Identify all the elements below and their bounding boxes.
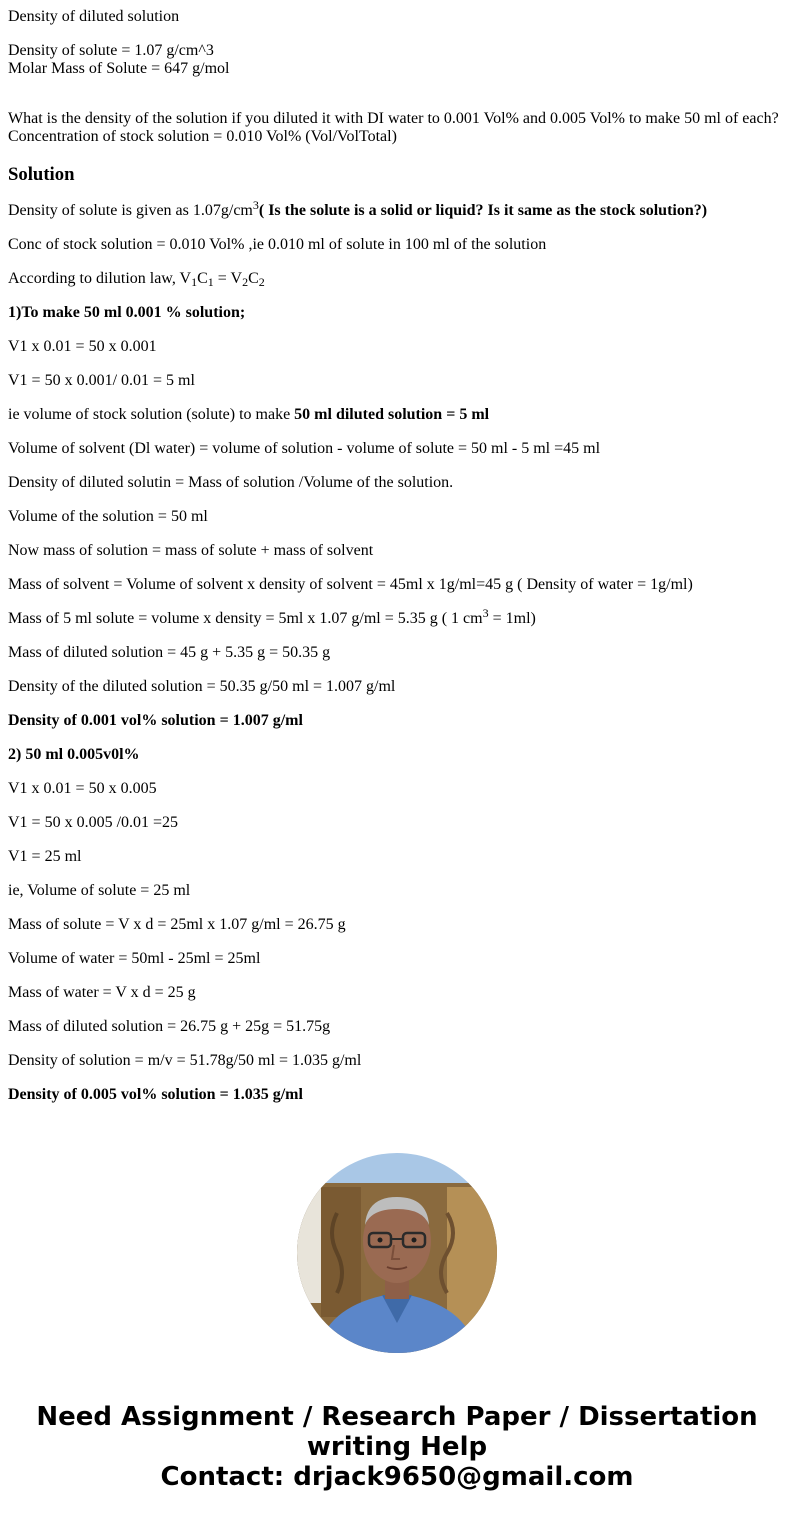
- part2-line: Mass of diluted solution = 26.75 g + 25g = 51.75g: [8, 1018, 331, 1035]
- part2-heading: [8, 746, 788, 764]
- document-body: [8, 0, 788, 1120]
- question-note: ( Is the solute is a solid or liquid? Is it same as the stock solution?): [258, 202, 708, 219]
- part2-line: V1 x 0.01 = 50 x 0.005: [8, 780, 157, 797]
- part1-line: Volume of solvent (Dl water) = volume of solution - volume of solute = 50 ml - 5 ml =45 ml: [8, 440, 601, 457]
- solution-heading: Solution: [8, 164, 75, 185]
- part1-heading-text: 1)To make 50 ml 0.001 % solution;: [8, 304, 246, 321]
- part1-line: Density of the diluted solution = 50.35 g/50 ml = 1.007 g/ml: [8, 678, 396, 695]
- part1-line: Volume of the solution = 50 ml: [8, 508, 208, 525]
- part2-line: V1 = 25 ml: [8, 848, 82, 865]
- question-prompt: What is the density of the solution if you diluted it with DI water to 0.001 Vol% and 0.005 Vol% to make 50 ml of each?: [8, 110, 779, 127]
- part1-result-text: Density of 0.001 vol% solution = 1.007 g/ml: [8, 712, 303, 729]
- part1-line: [8, 606, 788, 628]
- part2-line: ie, Volume of solute = 25 ml: [8, 882, 191, 899]
- part1-line: Density of diluted solutin = Mass of solution /Volume of the solution.: [8, 474, 454, 491]
- superscript: 3: [252, 198, 259, 212]
- promo-contact: Contact: drjack9650@gmail.com: [160, 1462, 634, 1492]
- density-given-text: Density of solute is given as 1.07g/cm: [8, 202, 253, 219]
- question-block: [8, 8, 788, 146]
- part2-result-text: Density of 0.005 vol% solution = 1.035 g/ml: [8, 1086, 303, 1103]
- part1-line-bold: 50 ml diluted solution = 5 ml: [294, 406, 490, 423]
- part1-line: Mass of solvent = Volume of solvent x density of solvent = 45ml x 1g/ml=45 g ( Density of water = 1g/ml): [8, 576, 693, 593]
- part1-result: [8, 712, 788, 730]
- promo-banner: [0, 1402, 794, 1492]
- part2-result: [8, 1086, 788, 1104]
- part2-line: Density of solution = m/v = 51.78g/50 ml = 1.035 g/ml: [8, 1052, 362, 1069]
- part2-line: Mass of water = V x d = 25 g: [8, 984, 196, 1001]
- part2-line: Mass of solute = V x d = 25ml x 1.07 g/ml = 26.75 g: [8, 916, 346, 933]
- subscript: 2: [242, 275, 249, 289]
- dilution-law-paragraph: [8, 270, 788, 288]
- stock-conc-paragraph: Conc of stock solution = 0.010 Vol% ,ie 0.010 ml of solute in 100 ml of the solution: [8, 236, 547, 253]
- dilution-law-c2: C: [248, 270, 259, 287]
- part1-line: [8, 406, 788, 424]
- subscript: 2: [258, 275, 265, 289]
- part2-line: Volume of water = 50ml - 25ml = 25ml: [8, 950, 261, 967]
- density-given-paragraph: [8, 198, 788, 220]
- part1-line: Mass of diluted solution = 45 g + 5.35 g = 50.35 g: [8, 644, 331, 661]
- dilution-law-c1: C: [197, 270, 208, 287]
- part1-line-text: Mass of 5 ml solute = volume x density = 5ml x 1.07 g/ml = 5.35 g ( 1 cm: [8, 610, 483, 627]
- part1-line-text: ie volume of stock solution (solute) to make: [8, 406, 295, 423]
- superscript: 3: [482, 606, 489, 620]
- author-portrait-image: [297, 1153, 497, 1353]
- subscript: 1: [191, 275, 198, 289]
- part2-line: V1 = 50 x 0.005 /0.01 =25: [8, 814, 179, 831]
- part1-line-text: = 1ml): [488, 610, 536, 627]
- molar-mass-line: Molar Mass of Solute = 647 g/mol: [8, 60, 230, 77]
- promo-line: Need Assignment / Research Paper / Dissertation: [36, 1402, 758, 1432]
- solution-body: [8, 198, 788, 1104]
- promo-line: writing Help: [306, 1432, 488, 1462]
- stock-concentration-line: Concentration of stock solution = 0.010 Vol% (Vol/VolTotal): [8, 128, 397, 145]
- part1-line: V1 = 50 x 0.001/ 0.01 = 5 ml: [8, 372, 195, 389]
- part2-heading-text: 2) 50 ml 0.005v0l%: [8, 746, 140, 763]
- subscript: 1: [207, 275, 214, 289]
- part1-line: V1 x 0.01 = 50 x 0.001: [8, 338, 157, 355]
- part1-heading: [8, 304, 788, 322]
- density-given-line: Density of solute = 1.07 g/cm^3: [8, 42, 214, 59]
- author-photo: [297, 1153, 497, 1353]
- question-title: Density of diluted solution: [8, 8, 180, 25]
- part1-line: Now mass of solution = mass of solute + mass of solvent: [8, 542, 374, 559]
- dilution-law-eq: = V: [213, 270, 243, 287]
- dilution-law-text: According to dilution law, V: [8, 270, 192, 287]
